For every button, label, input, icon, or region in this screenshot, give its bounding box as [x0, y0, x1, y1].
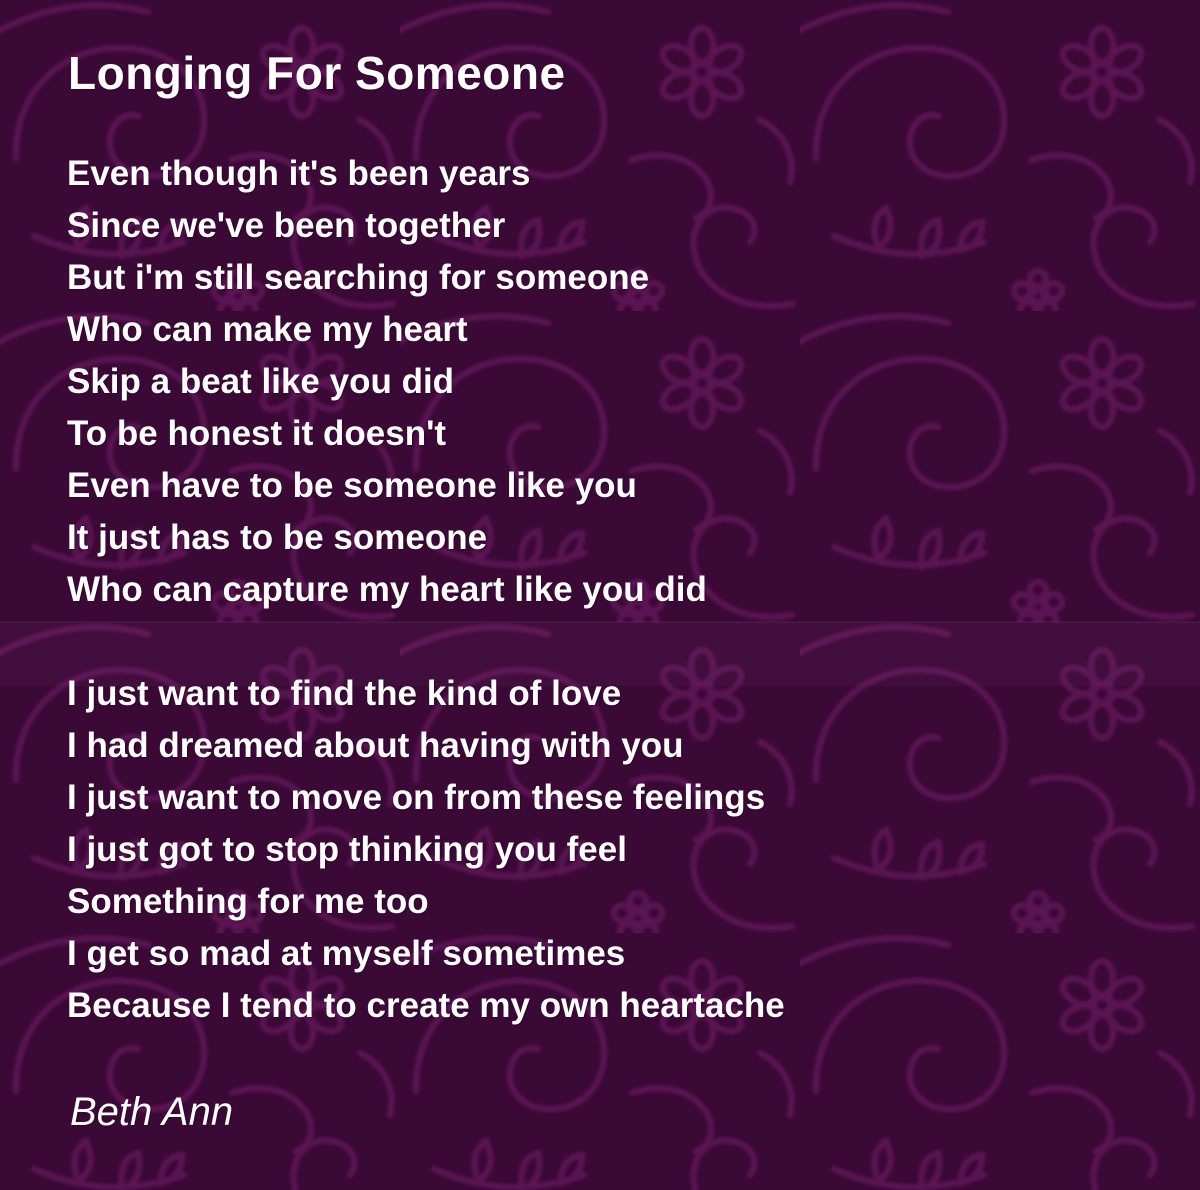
poem-body [67, 148, 785, 1032]
stanza-2 [67, 668, 785, 1032]
poem-line: Who can capture my heart like you did [67, 570, 707, 609]
poem-line: It just has to be someone [67, 518, 488, 557]
poem-line: I just got to stop thinking you feel [67, 830, 627, 869]
poem-line: But i'm still searching for someone [67, 258, 650, 297]
poem-line: Skip a beat like you did [67, 362, 455, 401]
stanza-1 [67, 148, 785, 616]
poem-line: Something for me too [67, 882, 429, 921]
poem-line: To be honest it doesn't [67, 414, 447, 453]
poem-line: Even though it's been years [67, 154, 531, 193]
poem-line: Even have to be someone like you [67, 466, 637, 505]
poem-line: Who can make my heart [67, 310, 468, 349]
poem-author: Beth Ann [70, 1090, 234, 1134]
poem-line: I get so mad at myself sometimes [67, 934, 626, 973]
poem-line: I just want to move on from these feelings [67, 778, 766, 817]
poem-line: I had dreamed about having with you [67, 726, 684, 765]
poem-line: Because I tend to create my own heartache [67, 986, 785, 1025]
poem-line: Since we've been together [67, 206, 506, 245]
poem-title: Longing For Someone [68, 47, 566, 99]
poem-line: I just want to find the kind of love [67, 674, 622, 713]
